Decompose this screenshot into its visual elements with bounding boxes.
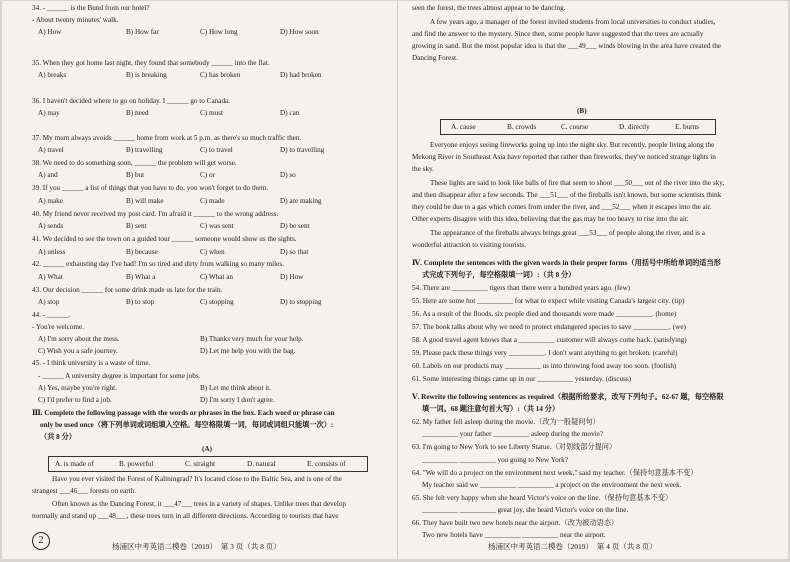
answer-option: D) I'm sorry I don't agree.: [200, 396, 275, 404]
answer-option: D) are making: [280, 197, 322, 205]
question-line: 65. She felt very happy when she heard Victor's voice on the line.（保持句意基本不变）: [412, 494, 673, 502]
question-line: 62. My father fell asleep during the movie.（改为一般疑问句）: [412, 418, 600, 426]
question-line: Have you ever visited the Forest of Kaliningrad? It's located close to the Baltic Sea, and is one of the: [52, 475, 342, 483]
word-box-item: A. cause: [451, 123, 476, 131]
answer-option: A) stop: [38, 298, 60, 306]
answer-option: C) to travel: [200, 146, 233, 154]
answer-option: B) What a: [126, 273, 156, 281]
question-line: 42. ______ exhausting day I've had! I'm so tired and dirty from walking so many miles.: [32, 260, 284, 268]
page-divider: [397, 1, 398, 559]
answer-option: B) because: [126, 248, 158, 256]
question-line: and then disappear after a few seconds. The ___51___ of the fireballs isn't known, but some scientists think: [412, 191, 722, 199]
answer-option: A) What: [38, 273, 63, 281]
question-line: 44. - ______.: [32, 311, 71, 319]
question-line: These lights are said to look like balls of fire that seem to shoot ___50___ out of the river into the sky,: [430, 179, 725, 187]
question-line: 57. The book talks about why we need to protect endangered species to save __________. (we): [412, 323, 686, 331]
question-line: Mekong River in Southeast Asia have reported that rather than fireworks, they've noticed strange lights in: [412, 153, 716, 161]
question-line: 40. My friend never received my post card. I'm afraid it ______ to the wrong address.: [32, 210, 279, 218]
answer-option: B) Let me think about it.: [200, 384, 272, 392]
answer-option: B) How far: [126, 28, 159, 36]
answer-option: B) but: [126, 171, 145, 179]
question-line: 56. As a result of the floods, six people died and thousands were made __________. (home): [412, 310, 677, 318]
question-line: Ⅴ. Rewrite the following sentences as required（根据所给要求，改写下列句子。62-67 题，每空格限: [412, 393, 724, 401]
answer-option: D) How soon: [280, 28, 319, 36]
answer-option: A) I'm sorry about the mess.: [38, 335, 120, 343]
question-line: wonderful attraction to visiting tourists.: [412, 241, 526, 249]
question-line: 61. Some interesting things came up in our __________ yesterday. (discuss): [412, 375, 632, 383]
answer-option: A) and: [38, 171, 58, 179]
question-line: 54. There are __________ tigers than there were a hundred years ago. (few): [412, 284, 631, 292]
answer-option: C) or: [200, 171, 215, 179]
question-line: The appearance of the fireballs always brings great ___53___ of people along the river, and is a: [430, 229, 705, 237]
question-line: - You're welcome.: [32, 323, 84, 331]
answer-option: C) stopping: [200, 298, 234, 306]
answer-option: A) unless: [38, 248, 66, 256]
question-line: __________ __________ great joy, she heard Victor's voice on the line.: [422, 506, 629, 514]
answer-option: C) What an: [200, 273, 233, 281]
question-line: A few years ago, a manager of the forest invited students from local universities to conduct studies,: [430, 18, 716, 26]
question-line: 59. Please pack these things very __________. I don't want anything to get broken. (careful): [412, 349, 678, 357]
question-line: 60. Labels on our products may __________ us into throwing food away too soon. (foolish): [412, 362, 677, 370]
footer-left: 杨浦区中考英语二模卷（2019） 第 3 页（共 8 页）: [112, 542, 281, 551]
answer-option: B) travelling: [126, 146, 163, 154]
question-line: 58. A good travel agent knows that a __________ customer will always come back. (satisfying): [412, 336, 687, 344]
question-line: only be used once（将下列单词或词组填入空格。每空格限填一词，每词或词组只能填一次）:: [40, 421, 334, 429]
question-line: 式完成下列句子，每空格限填一词）:（共 8 分）: [422, 271, 576, 279]
question-line: Ⅳ. Complete the sentences with the given words in their proper forms（用括号中所给单词的适当形: [412, 259, 721, 267]
answer-option: D) had broken: [280, 71, 322, 79]
answer-option: A) How: [38, 28, 62, 36]
question-line: （共 8 分）: [40, 433, 76, 441]
answer-option: C) was sent: [200, 222, 234, 230]
answer-option: D) so: [280, 171, 296, 179]
answer-option: A) travel: [38, 146, 64, 154]
question-line: seen the forest, the trees almost appear to be dancing.: [412, 4, 566, 12]
question-line: 63. I'm going to New York to see Liberty Statue.（对划线部分提问）: [412, 443, 617, 451]
word-box-item: D. directly: [619, 123, 650, 131]
question-line: - ______ A university degree is important for some jobs.: [38, 372, 201, 380]
page-number-circle: 2: [32, 532, 50, 550]
question-line: 41. We decided to see the town on a guided tour ______ someone would show us the sights.: [32, 235, 297, 243]
question-line: strangest ___46___ forests on earth.: [32, 487, 136, 495]
question-line: Other experts disagree with this idea, believing that the gas may be too heavy to rise into the air.: [412, 215, 689, 223]
answer-option: D) to travelling: [280, 146, 325, 154]
word-box-item: E. consists of: [307, 460, 346, 468]
answer-option: D) can: [280, 109, 300, 117]
answer-option: C) must: [200, 109, 223, 117]
question-line: they could be due to a gas which comes from under the river, and ___52___ when it escapes into the air.: [412, 203, 712, 211]
question-line: growing in sand. But the most popular idea is that the ___49___ winds blowing in the area have created the: [412, 42, 721, 50]
question-line: 55. Here are some hot __________ for what to expect while visiting Canada's largest city. (tip): [412, 297, 685, 305]
exam-sheet: [2, 1, 788, 559]
answer-option: C) I'd prefer to find a job.: [38, 396, 112, 404]
question-line: Everyone enjoys seeing fireworks going up into the night sky. But recently, people living along the: [430, 141, 715, 149]
question-line: and find the answer to the mystery. Since then, some people have suggested that the trees are actually: [412, 30, 704, 38]
answer-option: A) sends: [38, 222, 64, 230]
answer-option: D) be sent: [280, 222, 310, 230]
word-box-item: C. straight: [185, 460, 215, 468]
question-line: 35. When they got home last night, they found that somebody ______ into the flat.: [32, 59, 270, 67]
answer-option: C) when: [200, 248, 225, 256]
answer-option: D) Let me help you with the bag.: [200, 347, 296, 355]
question-line: 66. They have built two new hotels near the airport.（改为被动语态）: [412, 519, 619, 527]
word-box-item: D. natural: [247, 460, 276, 468]
answer-option: B) is breaking: [126, 71, 167, 79]
answer-option: D) How: [280, 273, 304, 281]
word-box-item: A. is made of: [55, 460, 94, 468]
answer-option: A) make: [38, 197, 63, 205]
question-line: 填一词。68 题注意句首大写）:（共 14 分）: [422, 405, 560, 413]
question-line: Ⅲ. Complete the following passage with the words or phrases in the box. Each word or phrase can: [32, 409, 335, 417]
question-line: 37. My mum always avoids ______ home from work at 5 p.m. as there's so much traffic then.: [32, 134, 302, 142]
question-line: 64. "We will do a project on the environment next week," said my teacher.（保持句意基本不变）: [412, 469, 698, 477]
question-line: 36. I haven't decided where to go on holiday. I ______ go to Canada.: [32, 97, 231, 105]
question-line: 34. - ______ is the Bund from our hotel?: [32, 4, 150, 12]
word-box-item: B. crowds: [507, 123, 537, 131]
word-box: [440, 119, 716, 135]
answer-option: C) How long: [200, 28, 238, 36]
question-line: Dancing Forest.: [412, 54, 458, 62]
answer-option: B) need: [126, 109, 149, 117]
answer-option: B) sent: [126, 222, 147, 230]
answer-option: B) Thanks very much for your help.: [200, 335, 304, 343]
question-line: the sky.: [412, 165, 434, 173]
question-line: Two new hotels have __________ __________ near the airport.: [422, 531, 606, 539]
question-line: 38. We need to do something soon, ______ the problem will get worse.: [32, 159, 237, 167]
question-line: - About twenty minutes' walk.: [32, 16, 119, 24]
word-box-item: B. powerful: [119, 460, 154, 468]
word-box: [48, 456, 368, 472]
question-line: 45. - I think university is a waste of time.: [32, 359, 151, 367]
word-box-item: E. burns: [675, 123, 699, 131]
answer-option: D) so that: [280, 248, 309, 256]
box-title: (B): [577, 107, 587, 115]
question-line: normally and stand up ___48___, these trees turn in all different directions. According to tourists that have: [32, 512, 339, 520]
question-line: My teacher said we __________ __________ a project on the environment the next week.: [422, 481, 682, 489]
answer-option: A) Yes, maybe you're right.: [38, 384, 117, 392]
answer-option: B) to stop: [126, 298, 155, 306]
question-line: 39. If you ______ a list of things that you have to do, you won't forget to do them.: [32, 184, 269, 192]
question-line: Often known as the Dancing Forest, it ___47___ trees in a variety of shapes. Unlike trees that develop: [52, 500, 347, 508]
box-title: (A): [202, 445, 212, 453]
answer-option: A) breaks: [38, 71, 67, 79]
answer-option: B) will make: [126, 197, 164, 205]
question-line: __________ __________ you going to New York?: [422, 456, 568, 464]
answer-option: A) may: [38, 109, 60, 117]
word-box-item: C. course: [561, 123, 589, 131]
question-line: __________ your father __________ asleep during the movie?: [422, 430, 604, 438]
answer-option: C) Wish you a safe journey.: [38, 347, 118, 355]
answer-option: D) to stopping: [280, 298, 322, 306]
question-line: 43. Our decision ______ for some drink made us late for the train.: [32, 286, 223, 294]
footer-right: 杨浦区中考英语二模卷（2019） 第 4 页（共 8 页）: [488, 542, 657, 551]
answer-option: C) made: [200, 197, 225, 205]
answer-option: C) has broken: [200, 71, 241, 79]
